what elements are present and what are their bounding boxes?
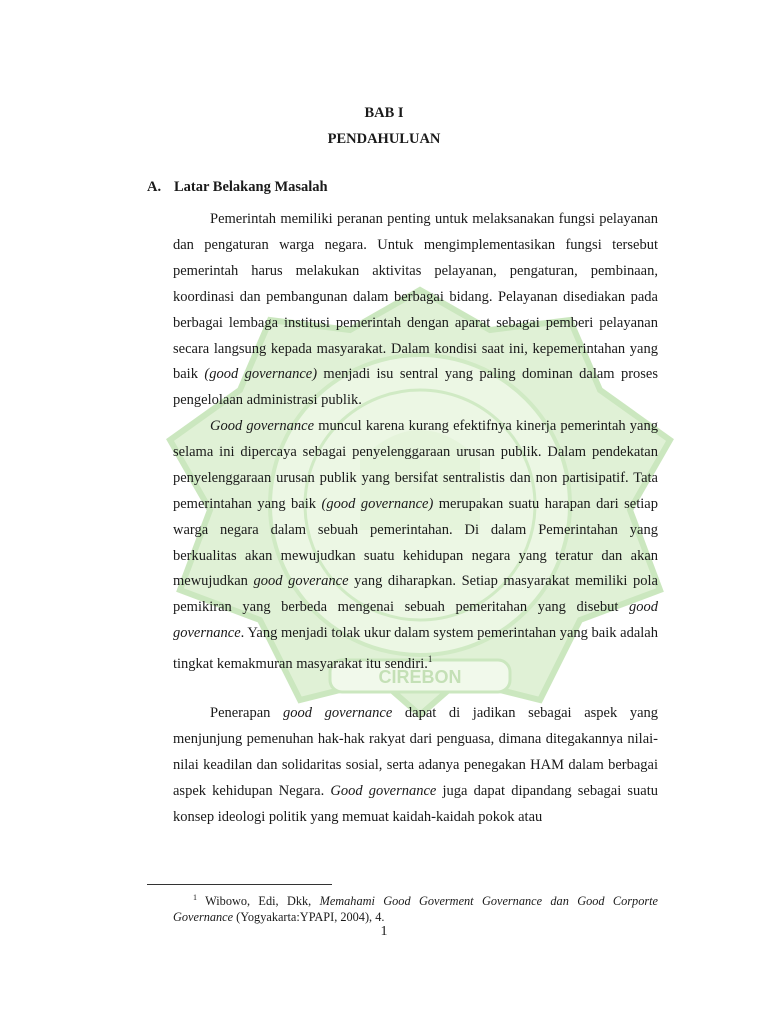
chapter-title: PENDAHULUAN	[327, 131, 441, 147]
paragraph-3: Penerapan good governance dapat di jadikan sebagai aspek yang menjunjung pemenuhan hak-hak rakyat dari penguasa, dimana ditegakannya nilai-nilai keadilan dan solidaritas sosial, serta adanya penegakan HAM dalam berbagai aspek kehidupan Negara. Good governance juga dapat dipandang sebagai suatu konsep ideologi politik yang memuat kaidah-kaidah pokok atau	[173, 705, 659, 825]
footnote-divider	[147, 884, 332, 885]
paragraph-1: Pemerintah memiliki peranan penting untuk melaksanakan fungsi pelayanan dan pengaturan warga negara. Untuk mengimplementasikan fungsi tersebut pemerintah harus melakukan aktivitas pelayanan, pengaturan, pembinaan, koordinasi dan pembangunan dalam berbagai bidang. Pelayanan disediakan pada berbagai lembaga institusi pemerintah dengan aparat sebagai pemberi pelayanan secara langsung kepada masyarakat. Dalam kondisi saat ini, kepemerintahan yang baik (good governance) menjadi isu sentral yang paling dominan dalam proses pengelolaan administrasi publik.	[173, 211, 659, 409]
watermark-text: CIREBON	[378, 667, 462, 687]
section-title: Latar Belakang Masalah	[174, 179, 328, 195]
chapter-label: BAB I	[364, 105, 404, 121]
paragraph-2: Good governance muncul karena kurang efektifnya kinerja pemerintah yang selama ini dipercaya sebagai penyelenggaraan urusan publik. Dalam pendekatan penyelenggaraan urusan publik yang bersifat sentralistis dan non partisipatif. Tata pemerintahan yang baik (good governance) merupakan suatu harapan dari setiap warga negara dalam sebuah pemerintahan. Di dalam Pemerintahan yang berkualitas akan mewujudkan suatu kehidupan negara yang teratur dan akan mewujudkan good goverance yang diharapkan. Setiap masyarakat memiliki pola pemikiran yang berbeda mengenai sebuah pemeritahan yang disebut good governance. Yang menjadi tolak ukur dalam system pemerintahan yang baik adalah tingkat kemakmuran masyarakat itu sendiri.$^1$	[173, 418, 658, 672]
section-heading	[147, 179, 328, 196]
footnote: $^1$ Wibowo, Edi, Dkk, Memahami Good Goverment Governance dan Good Corporte Governance (Yogyakarta:YPAPI, 2004), 4.	[173, 893, 658, 925]
footnote-ref[interactable]: 1	[427, 654, 433, 665]
section-number: A.	[147, 179, 162, 195]
page-number: 1	[380, 924, 388, 939]
